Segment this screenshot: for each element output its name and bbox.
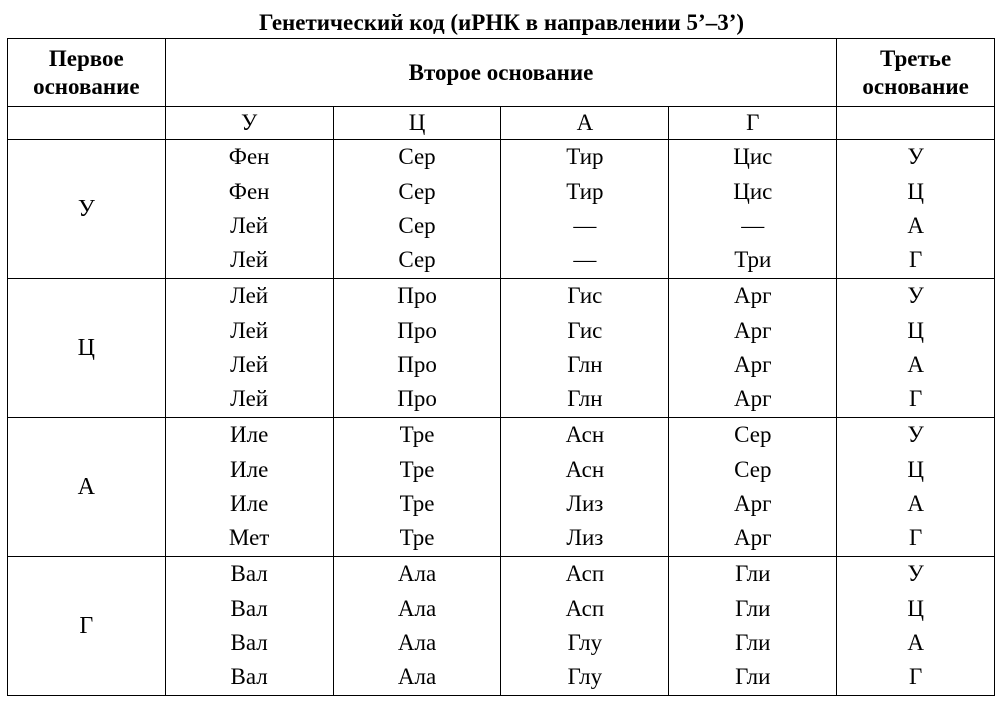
- third-base: А: [907, 213, 924, 238]
- amino-acid-column: [669, 418, 837, 557]
- third-base: Ц: [907, 178, 924, 204]
- first-base-cell: А: [8, 418, 166, 557]
- amino-acid: Тре: [399, 525, 435, 551]
- amino-acid: Сер: [398, 213, 436, 238]
- amino-acid: Цис: [733, 178, 773, 204]
- amino-acid: Гли: [735, 630, 771, 655]
- amino-acid: Арг: [734, 491, 772, 516]
- amino-acid: Арг: [734, 283, 772, 309]
- amino-acid: —: [573, 247, 597, 273]
- first-base-cell: Ц: [8, 279, 166, 418]
- third-base: Г: [908, 386, 923, 412]
- amino-acid-column: [333, 279, 501, 418]
- third-base-column: [837, 140, 995, 279]
- amino-acid: Вал: [230, 595, 268, 621]
- amino-acid-column: [669, 140, 837, 279]
- amino-acid-column: [669, 557, 837, 696]
- amino-acid: Гис: [567, 317, 603, 343]
- amino-acid-column: [669, 279, 837, 418]
- second-base-cell: Г: [669, 107, 837, 140]
- amino-acid-column: [333, 418, 501, 557]
- first-base-header: Первое основание: [8, 39, 166, 107]
- amino-acid: Тре: [399, 422, 435, 448]
- amino-acid: Лиз: [566, 525, 604, 551]
- amino-acid: Тир: [566, 178, 604, 204]
- amino-acid: Гис: [567, 283, 603, 309]
- second-base-header: Второе основание: [165, 39, 837, 107]
- second-base-cell: Ц: [333, 107, 501, 140]
- third-base-column: [837, 279, 995, 418]
- amino-acid-column: [333, 140, 501, 279]
- amino-acid: Тре: [399, 491, 435, 516]
- third-base: Г: [908, 664, 923, 690]
- amino-acid: Лей: [230, 213, 269, 238]
- amino-acid: Сер: [734, 456, 772, 482]
- third-base: А: [907, 491, 924, 516]
- third-base: Г: [908, 247, 923, 273]
- amino-acid: Глн: [567, 352, 603, 377]
- third-base-column: [837, 418, 995, 557]
- amino-acid: Иле: [229, 491, 269, 516]
- third-base: А: [907, 630, 924, 655]
- amino-acid: Глн: [567, 386, 603, 412]
- second-base-cell: У: [165, 107, 333, 140]
- amino-acid-column: [501, 418, 669, 557]
- third-base: У: [907, 561, 924, 587]
- codon-group-row: [8, 140, 995, 279]
- amino-acid: Вал: [230, 664, 268, 690]
- amino-acid: Сер: [398, 247, 436, 273]
- amino-acid-column: [501, 557, 669, 696]
- amino-acid: —: [741, 213, 765, 238]
- empty-cell: [8, 107, 166, 140]
- amino-acid: Ала: [397, 595, 437, 621]
- amino-acid: Про: [397, 317, 437, 343]
- amino-acid: Гли: [735, 664, 771, 690]
- amino-acid: Арг: [734, 386, 772, 412]
- amino-acid: Вал: [230, 630, 268, 655]
- empty-cell: [837, 107, 995, 140]
- amino-acid: Цис: [733, 144, 773, 170]
- amino-acid: Сер: [398, 178, 436, 204]
- amino-acid: Асн: [565, 422, 605, 448]
- amino-acid-column: [501, 279, 669, 418]
- amino-acid: Три: [734, 247, 772, 273]
- amino-acid: Лей: [230, 386, 269, 412]
- page-title: Генетический код (иРНК в направлении 5’–3’): [258, 10, 745, 35]
- amino-acid-column: [165, 140, 333, 279]
- amino-acid: Асп: [565, 595, 605, 621]
- amino-acid: Ала: [397, 630, 437, 655]
- third-base: А: [907, 352, 924, 377]
- amino-acid: Арг: [734, 317, 772, 343]
- first-base-cell: Г: [8, 557, 166, 696]
- amino-acid: Лей: [230, 352, 269, 377]
- amino-acid: Гли: [735, 595, 771, 621]
- amino-acid: Глу: [567, 630, 603, 655]
- amino-acid: Лей: [230, 317, 269, 343]
- amino-acid: Асп: [565, 561, 605, 587]
- amino-acid: Про: [397, 352, 437, 377]
- amino-acid: Арг: [734, 352, 772, 377]
- third-base: У: [907, 144, 924, 170]
- amino-acid: Ала: [397, 664, 437, 690]
- amino-acid: Тре: [399, 456, 435, 482]
- amino-acid: Про: [397, 386, 437, 412]
- amino-acid: Фен: [228, 144, 270, 170]
- header-row: [8, 39, 995, 107]
- amino-acid: Глу: [567, 664, 603, 690]
- amino-acid-column: [165, 418, 333, 557]
- amino-acid: Сер: [734, 422, 772, 448]
- amino-acid: Лей: [230, 247, 269, 273]
- amino-acid: Лей: [230, 283, 269, 309]
- third-base: Ц: [907, 456, 924, 482]
- amino-acid: —: [573, 213, 597, 238]
- third-base: Г: [908, 525, 923, 551]
- amino-acid: Асн: [565, 456, 605, 482]
- second-base-cell: А: [501, 107, 669, 140]
- amino-acid: Иле: [229, 422, 269, 448]
- first-base-cell: У: [8, 140, 166, 279]
- third-base: У: [907, 422, 924, 448]
- amino-acid-column: [165, 557, 333, 696]
- third-base: Ц: [907, 317, 924, 343]
- amino-acid: Вал: [230, 561, 268, 587]
- second-base-row: [8, 107, 995, 140]
- codon-group-row: [8, 279, 995, 418]
- amino-acid: Арг: [734, 525, 772, 551]
- amino-acid: Гли: [735, 561, 771, 587]
- amino-acid: Тир: [566, 144, 604, 170]
- third-base: Ц: [907, 595, 924, 621]
- third-base-column: [837, 557, 995, 696]
- amino-acid-column: [165, 279, 333, 418]
- amino-acid-column: [333, 557, 501, 696]
- amino-acid: Про: [397, 283, 437, 309]
- amino-acid: Мет: [228, 525, 270, 551]
- amino-acid: Ала: [397, 561, 437, 587]
- third-base-header: Третье основание: [837, 39, 995, 107]
- amino-acid: Сер: [398, 144, 436, 170]
- codon-group-row: [8, 557, 995, 696]
- amino-acid: Иле: [229, 456, 269, 482]
- amino-acid-column: [501, 140, 669, 279]
- amino-acid: Лиз: [566, 491, 604, 516]
- codon-group-row: [8, 418, 995, 557]
- third-base: У: [907, 283, 924, 309]
- amino-acid: Фен: [228, 178, 270, 204]
- genetic-code-table: [7, 38, 995, 696]
